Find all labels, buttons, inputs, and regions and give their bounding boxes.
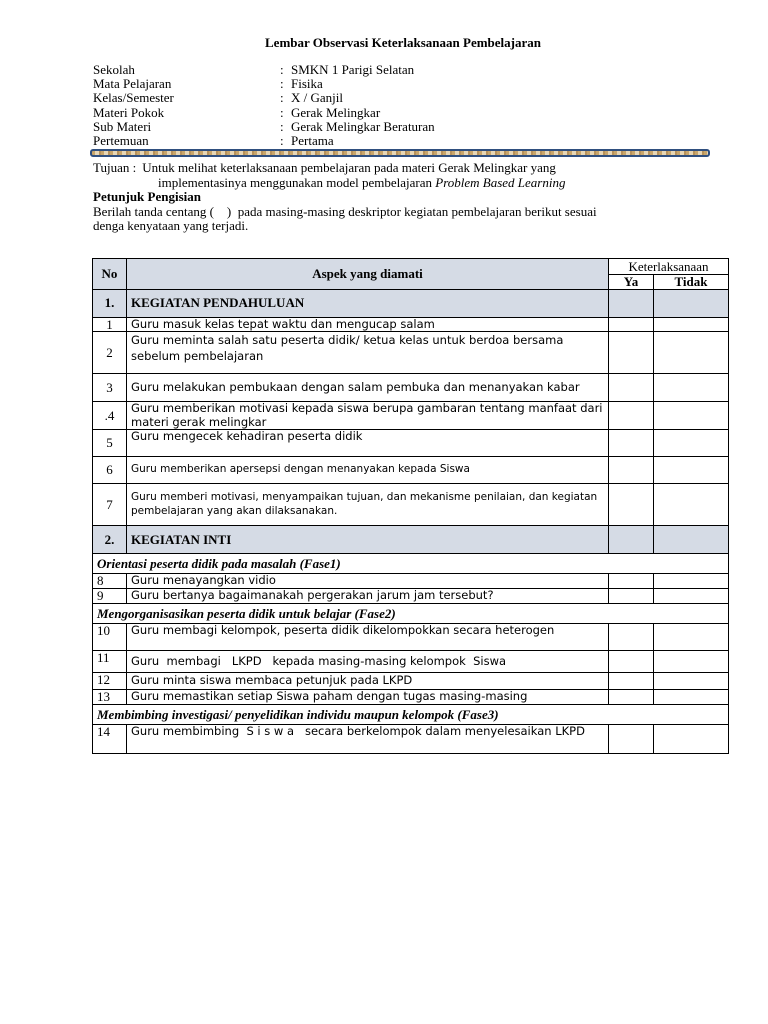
check-ya-cell[interactable] [609,725,654,754]
check-ya-cell[interactable] [609,690,654,705]
check-tidak-cell[interactable] [654,484,729,526]
info-row-sekolah [93,63,435,77]
row-aspect: Guru menayangkan vidio [127,574,609,589]
check-ya-cell[interactable] [609,374,654,402]
table-row [93,317,729,332]
check-tidak-cell[interactable] [654,430,729,457]
info-value: Gerak Melingkar [291,104,381,120]
info-value: SMKN 1 Parigi Selatan [291,62,415,77]
table-row [93,332,729,374]
check-ya-cell[interactable] [609,332,654,374]
info-row-materi-pokok [93,106,435,120]
row-aspect: Guru meminta salah satu peserta didik/ ketua kelas untuk berdoa bersama sebelum pembelajaran [127,332,609,374]
section-title: KEGIATAN INTI [127,526,609,554]
row-number: 13 [93,690,127,705]
info-label: Sub Materi [93,118,152,134]
info-value: Pertama [291,132,334,148]
row-number: 11 [93,651,127,673]
row-number: 5 [93,430,127,457]
table-row [93,651,729,673]
row-number: 6 [93,457,127,484]
row-aspect: Guru memberikan apersepsi dengan menanyakan kepada Siswa [127,457,609,484]
check-ya-cell[interactable] [609,589,654,604]
header-ya: Ya [609,275,654,290]
petunjuk-text-line2: denga kenyataan yang terjadi. [93,218,249,233]
section-row-inti [93,526,729,554]
phase-title: Orientasi peserta didik pada masalah (Fase1) [93,554,729,574]
info-colon: : [280,132,284,148]
info-colon: : [280,104,284,120]
table-header-row [93,259,729,275]
info-row-mata-pelajaran [93,77,435,91]
check-ya-cell[interactable] [609,484,654,526]
check-tidak-cell[interactable] [654,651,729,673]
phase-row-3 [93,705,729,725]
table-row [93,402,729,430]
check-ya-cell[interactable] [609,651,654,673]
row-aspect: Guru masuk kelas tepat waktu dan mengucap salam [127,317,609,332]
row-aspect: Guru mengecek kehadiran peserta didik [127,430,609,457]
check-ya-cell[interactable] [609,574,654,589]
row-number: 12 [93,673,127,690]
row-number: 1 [93,317,127,332]
info-colon: : [280,118,284,134]
tujuan-label: Tujuan : [93,160,137,175]
section-number: 1. [93,289,127,317]
tujuan-text-plain: implementasinya menggunakan model pembelajaran [158,174,436,190]
page-title: Lembar Observasi Keterlaksanaan Pembelajaran [265,35,541,50]
table-row [93,725,729,754]
section-ya-cell [609,289,654,317]
check-tidak-cell[interactable] [654,402,729,430]
row-number: 8 [93,574,127,589]
table-row [93,430,729,457]
phase-title: Membimbing investigasi/ penyelidikan individu maupun kelompok (Fase3) [93,705,729,725]
row-aspect: Guru membagi kelompok, peserta didik dikelompokkan secara heterogen [127,624,609,651]
check-tidak-cell[interactable] [654,673,729,690]
row-number: .4 [93,402,127,430]
table-row [93,690,729,705]
check-tidak-cell[interactable] [654,374,729,402]
model-name: Problem Based Learning [435,174,566,190]
table-row [93,574,729,589]
phase-row-1 [93,554,729,574]
info-label: Kelas/Semester [93,90,174,106]
header-no: No [93,259,127,290]
check-tidak-cell[interactable] [654,317,729,332]
petunjuk-heading: Petunjuk Pengisian [93,189,201,204]
observation-table [92,258,729,754]
row-number: 7 [93,484,127,526]
row-number: 9 [93,589,127,604]
section-tidak-cell [654,289,729,317]
row-number: 3 [93,374,127,402]
row-aspect: Guru membimbing S i s w a secara berkelompok dalam menyelesaikan LKPD [127,725,609,754]
info-row-kelas-semester [93,91,435,105]
row-aspect: Guru minta siswa membaca petunjuk pada LKPD [127,673,609,690]
tujuan-text-line2 [93,176,723,191]
info-label: Materi Pokok [93,104,165,120]
header-aspek: Aspek yang diamati [127,259,609,290]
identity-block [93,63,435,148]
table-row [93,484,729,526]
info-label: Pertemuan [93,132,149,148]
tujuan-line [93,161,723,176]
check-tidak-cell[interactable] [654,725,729,754]
decorative-border-bar [90,149,710,157]
header-keterlaksanaan: Keterlaksanaan [609,259,729,275]
check-ya-cell[interactable] [609,457,654,484]
info-row-sub-materi [93,120,435,134]
info-value: X / Ganjil [291,90,343,106]
section-title: KEGIATAN PENDAHULUAN [127,289,609,317]
row-number: 2 [93,332,127,374]
header-tidak: Tidak [654,275,729,290]
info-value: Fisika [291,76,323,92]
check-ya-cell[interactable] [609,624,654,651]
info-row-pertemuan [93,134,435,148]
petunjuk-text-line1: Berilah tanda centang ( ) pada masing-masing deskriptor kegiatan pembelajaran berikut sesuai [93,203,597,219]
info-label: Sekolah [93,62,135,77]
table-row [93,374,729,402]
check-tidak-cell[interactable] [654,589,729,604]
row-number: 10 [93,624,127,651]
row-aspect: Guru melakukan pembukaan dengan salam pembuka dan menanyakan kabar [127,374,609,402]
check-tidak-cell[interactable] [654,690,729,705]
check-ya-cell[interactable] [609,430,654,457]
row-aspect: Guru bertanya bagaimanakah pergerakan jarum jam tersebut? [127,589,609,604]
phase-title: Mengorganisasikan peserta didik untuk belajar (Fase2) [93,604,729,624]
table-row [93,624,729,651]
section-number: 2. [93,526,127,554]
check-tidak-cell[interactable] [654,332,729,374]
tujuan-text-line1: Untuk melihat keterlaksanaan pembelajaran pada materi Gerak Melingkar yang [142,160,556,175]
info-colon: : [280,62,284,77]
phase-row-2 [93,604,729,624]
info-label: Mata Pelajaran [93,76,172,92]
row-aspect: Guru memberi motivasi, menyampaikan tujuan, dan mekanisme penilaian, dan kegiatan pembelajaran yang akan dilaksanakan. [127,484,609,526]
info-value: Gerak Melingkar Beraturan [291,118,435,134]
section-tidak-cell [654,526,729,554]
section-ya-cell [609,526,654,554]
info-colon: : [280,76,284,92]
table-row [93,589,729,604]
section-row-pendahuluan [93,289,729,317]
table-row [93,457,729,484]
check-ya-cell[interactable] [609,673,654,690]
row-aspect: Guru memberikan motivasi kepada siswa berupa gambaran tentang manfaat dari materi gerak melingkar [127,402,609,430]
row-aspect: Guru memastikan setiap Siswa paham dengan tugas masing-masing [127,690,609,705]
check-tidak-cell[interactable] [654,457,729,484]
row-aspect: Guru membagi LKPD kepada masing-masing kelompok Siswa [127,651,609,673]
check-ya-cell[interactable] [609,317,654,332]
check-ya-cell[interactable] [609,402,654,430]
check-tidak-cell[interactable] [654,574,729,589]
instructions-block [93,161,723,234]
row-number: 14 [93,725,127,754]
table-row [93,673,729,690]
info-colon: : [280,90,284,106]
check-tidak-cell[interactable] [654,624,729,651]
